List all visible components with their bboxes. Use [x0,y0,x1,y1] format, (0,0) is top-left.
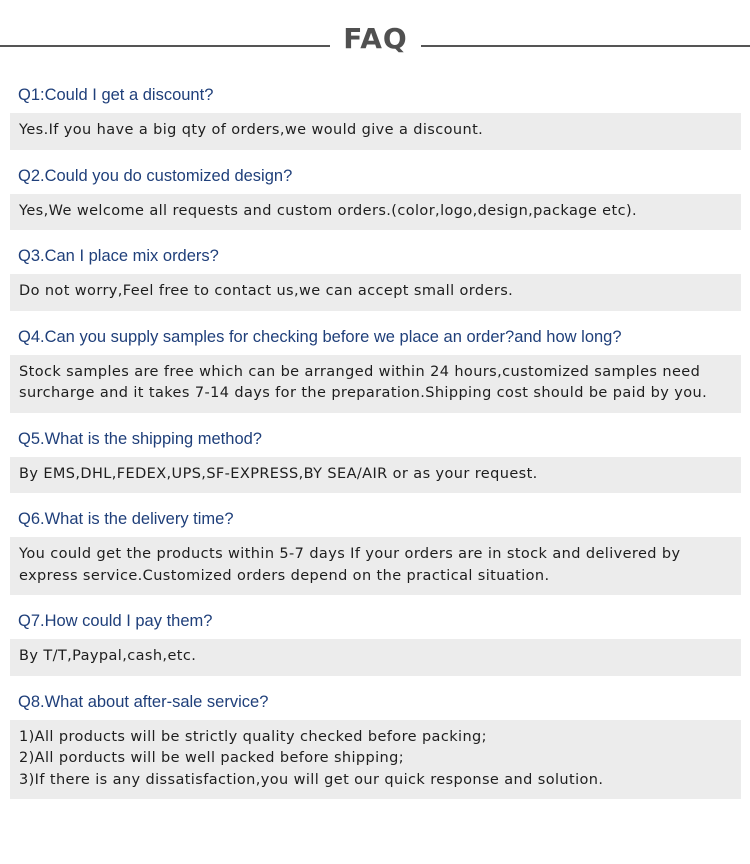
faq-item-7 [10,605,741,676]
faq-item-5 [10,423,741,494]
faq-answer [10,355,741,413]
faq-question: Q2.Could you do customized design? [18,166,293,185]
faq-answer-line: surcharge and it takes 7-14 days for the preparation.Shipping cost should be paid by you. [19,385,708,401]
faq-question: Q7.How could I pay them? [18,612,213,630]
faq-answer [10,639,741,676]
faq-answer [10,720,741,800]
faq-answer-line: 3)If there is any dissatisfaction,you will get our quick response and solution. [19,771,604,788]
faq-item-2 [10,160,741,231]
faq-answer-line: Yes.If you have a big qty of orders,we would give a discount. [19,122,484,138]
faq-item-1 [10,79,741,150]
faq-answer [10,113,741,150]
faq-answer-line: Yes,We welcome all requests and custom orders.(color,logo,design,package etc). [19,202,638,219]
faq-answer [10,457,741,494]
faq-question: Q3.Can I place mix orders? [18,247,219,265]
faq-answer-line: You could get the products within 5-7 days If your orders are in stock and delivered by [19,546,681,562]
faq-question: Q5.What is the shipping method? [18,429,262,448]
faq-answer-line: By T/T,Paypal,cash,etc. [19,648,197,664]
faq-answer-line: express service.Customized orders depend on the practical situation. [19,567,550,584]
faq-answer-line: 2)All porducts will be well packed before shipping; [19,750,405,766]
faq-header [0,14,750,74]
page-title: FAQ [343,22,408,55]
faq-list [10,79,741,809]
faq-item-3 [10,240,741,311]
faq-answer-line: 1)All products will be strictly quality checked before packing; [19,728,487,745]
faq-question: Q6.What is the delivery time? [18,510,234,528]
faq-question: Q1:Could I get a discount? [18,86,214,104]
faq-answer-line: By EMS,DHL,FEDEX,UPS,SF-EXPRESS,BY SEA/AIR or as your request. [19,465,538,482]
faq-item-4 [10,321,741,413]
faq-item-8 [10,686,741,800]
faq-question: Q8.What about after-sale service? [18,692,269,711]
faq-answer [10,537,741,595]
header-divider-right [421,45,750,47]
faq-answer [10,194,741,231]
faq-answer [10,274,741,311]
faq-item-6 [10,503,741,595]
header-divider-left [0,45,330,47]
faq-answer-line: Do not worry,Feel free to contact us,we can accept small orders. [19,283,514,299]
faq-answer-line: Stock samples are free which can be arranged within 24 hours,customized samples need [19,363,701,380]
faq-question: Q4.Can you supply samples for checking before we place an order?and how long? [18,327,622,346]
